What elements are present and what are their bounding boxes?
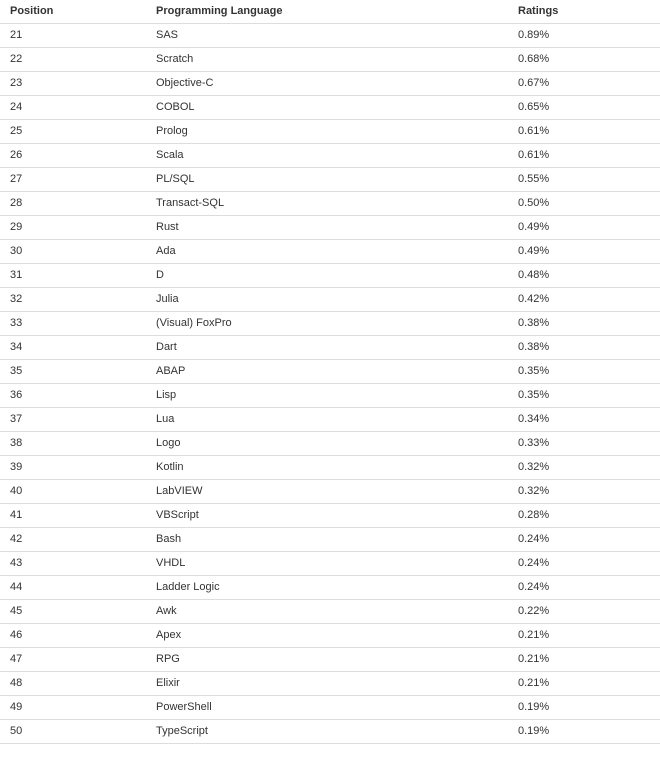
position-cell: 22 [0, 47, 147, 71]
table-row [0, 695, 660, 719]
column-header-position: Position [0, 0, 147, 23]
language-cell: SAS [147, 23, 509, 47]
rating-cell: 0.22% [509, 599, 660, 623]
table-row [0, 719, 660, 743]
language-cell: Dart [147, 335, 509, 359]
table-row [0, 71, 660, 95]
table-row [0, 647, 660, 671]
position-cell: 41 [0, 503, 147, 527]
language-cell: COBOL [147, 95, 509, 119]
position-cell: 21 [0, 23, 147, 47]
language-cell: D [147, 263, 509, 287]
language-cell: Ladder Logic [147, 575, 509, 599]
table-row [0, 119, 660, 143]
rating-cell: 0.32% [509, 479, 660, 503]
position-cell: 23 [0, 71, 147, 95]
position-cell: 40 [0, 479, 147, 503]
rating-cell: 0.21% [509, 671, 660, 695]
language-cell: PowerShell [147, 695, 509, 719]
table-row [0, 407, 660, 431]
table-row [0, 383, 660, 407]
language-cell: Awk [147, 599, 509, 623]
language-cell: VBScript [147, 503, 509, 527]
column-header-ratings: Ratings [509, 0, 660, 23]
table-row [0, 167, 660, 191]
table-row [0, 623, 660, 647]
table-row [0, 311, 660, 335]
language-cell: Elixir [147, 671, 509, 695]
table-row [0, 47, 660, 71]
rating-cell: 0.21% [509, 623, 660, 647]
rating-cell: 0.55% [509, 167, 660, 191]
rating-cell: 0.48% [509, 263, 660, 287]
language-cell: Kotlin [147, 455, 509, 479]
table-row [0, 215, 660, 239]
table-body [0, 23, 660, 743]
rating-cell: 0.65% [509, 95, 660, 119]
position-cell: 44 [0, 575, 147, 599]
table-row [0, 455, 660, 479]
language-cell: LabVIEW [147, 479, 509, 503]
position-cell: 33 [0, 311, 147, 335]
table-row [0, 551, 660, 575]
table-row [0, 599, 660, 623]
position-cell: 30 [0, 239, 147, 263]
position-cell: 47 [0, 647, 147, 671]
rating-cell: 0.67% [509, 71, 660, 95]
table-row [0, 503, 660, 527]
rating-cell: 0.33% [509, 431, 660, 455]
table-row [0, 143, 660, 167]
position-cell: 38 [0, 431, 147, 455]
language-cell: Scratch [147, 47, 509, 71]
table-row [0, 263, 660, 287]
language-cell: PL/SQL [147, 167, 509, 191]
language-cell: Lisp [147, 383, 509, 407]
language-cell: VHDL [147, 551, 509, 575]
rating-cell: 0.42% [509, 287, 660, 311]
header-row [0, 0, 660, 23]
table-row [0, 23, 660, 47]
position-cell: 24 [0, 95, 147, 119]
position-cell: 31 [0, 263, 147, 287]
language-cell: (Visual) FoxPro [147, 311, 509, 335]
language-cell: ABAP [147, 359, 509, 383]
language-cell: Lua [147, 407, 509, 431]
rating-cell: 0.61% [509, 119, 660, 143]
table-row [0, 479, 660, 503]
rating-cell: 0.49% [509, 239, 660, 263]
position-cell: 37 [0, 407, 147, 431]
position-cell: 45 [0, 599, 147, 623]
table-row [0, 431, 660, 455]
position-cell: 36 [0, 383, 147, 407]
rating-cell: 0.61% [509, 143, 660, 167]
language-cell: TypeScript [147, 719, 509, 743]
rating-cell: 0.24% [509, 551, 660, 575]
rating-cell: 0.68% [509, 47, 660, 71]
position-cell: 46 [0, 623, 147, 647]
table-row [0, 527, 660, 551]
language-cell: Scala [147, 143, 509, 167]
language-cell: Ada [147, 239, 509, 263]
language-cell: Apex [147, 623, 509, 647]
language-cell: Rust [147, 215, 509, 239]
position-cell: 50 [0, 719, 147, 743]
language-cell: RPG [147, 647, 509, 671]
rating-cell: 0.35% [509, 383, 660, 407]
position-cell: 32 [0, 287, 147, 311]
table-row [0, 95, 660, 119]
position-cell: 27 [0, 167, 147, 191]
table-row [0, 575, 660, 599]
position-cell: 49 [0, 695, 147, 719]
language-cell: Bash [147, 527, 509, 551]
position-cell: 29 [0, 215, 147, 239]
table-row [0, 191, 660, 215]
table-row [0, 239, 660, 263]
table-row [0, 671, 660, 695]
position-cell: 43 [0, 551, 147, 575]
language-cell: Transact-SQL [147, 191, 509, 215]
rating-cell: 0.19% [509, 695, 660, 719]
language-cell: Julia [147, 287, 509, 311]
position-cell: 35 [0, 359, 147, 383]
rating-cell: 0.32% [509, 455, 660, 479]
rating-cell: 0.38% [509, 335, 660, 359]
table-header [0, 0, 660, 23]
rating-cell: 0.24% [509, 527, 660, 551]
position-cell: 34 [0, 335, 147, 359]
language-cell: Logo [147, 431, 509, 455]
table-row [0, 335, 660, 359]
position-cell: 39 [0, 455, 147, 479]
rating-cell: 0.38% [509, 311, 660, 335]
position-cell: 26 [0, 143, 147, 167]
column-header-language: Programming Language [147, 0, 509, 23]
language-cell: Objective-C [147, 71, 509, 95]
position-cell: 28 [0, 191, 147, 215]
rating-cell: 0.49% [509, 215, 660, 239]
rating-cell: 0.24% [509, 575, 660, 599]
rating-cell: 0.89% [509, 23, 660, 47]
rating-cell: 0.50% [509, 191, 660, 215]
rating-cell: 0.21% [509, 647, 660, 671]
rating-cell: 0.35% [509, 359, 660, 383]
table-row [0, 359, 660, 383]
rating-cell: 0.19% [509, 719, 660, 743]
position-cell: 42 [0, 527, 147, 551]
language-cell: Prolog [147, 119, 509, 143]
position-cell: 48 [0, 671, 147, 695]
position-cell: 25 [0, 119, 147, 143]
rating-cell: 0.28% [509, 503, 660, 527]
rating-cell: 0.34% [509, 407, 660, 431]
table-row [0, 287, 660, 311]
